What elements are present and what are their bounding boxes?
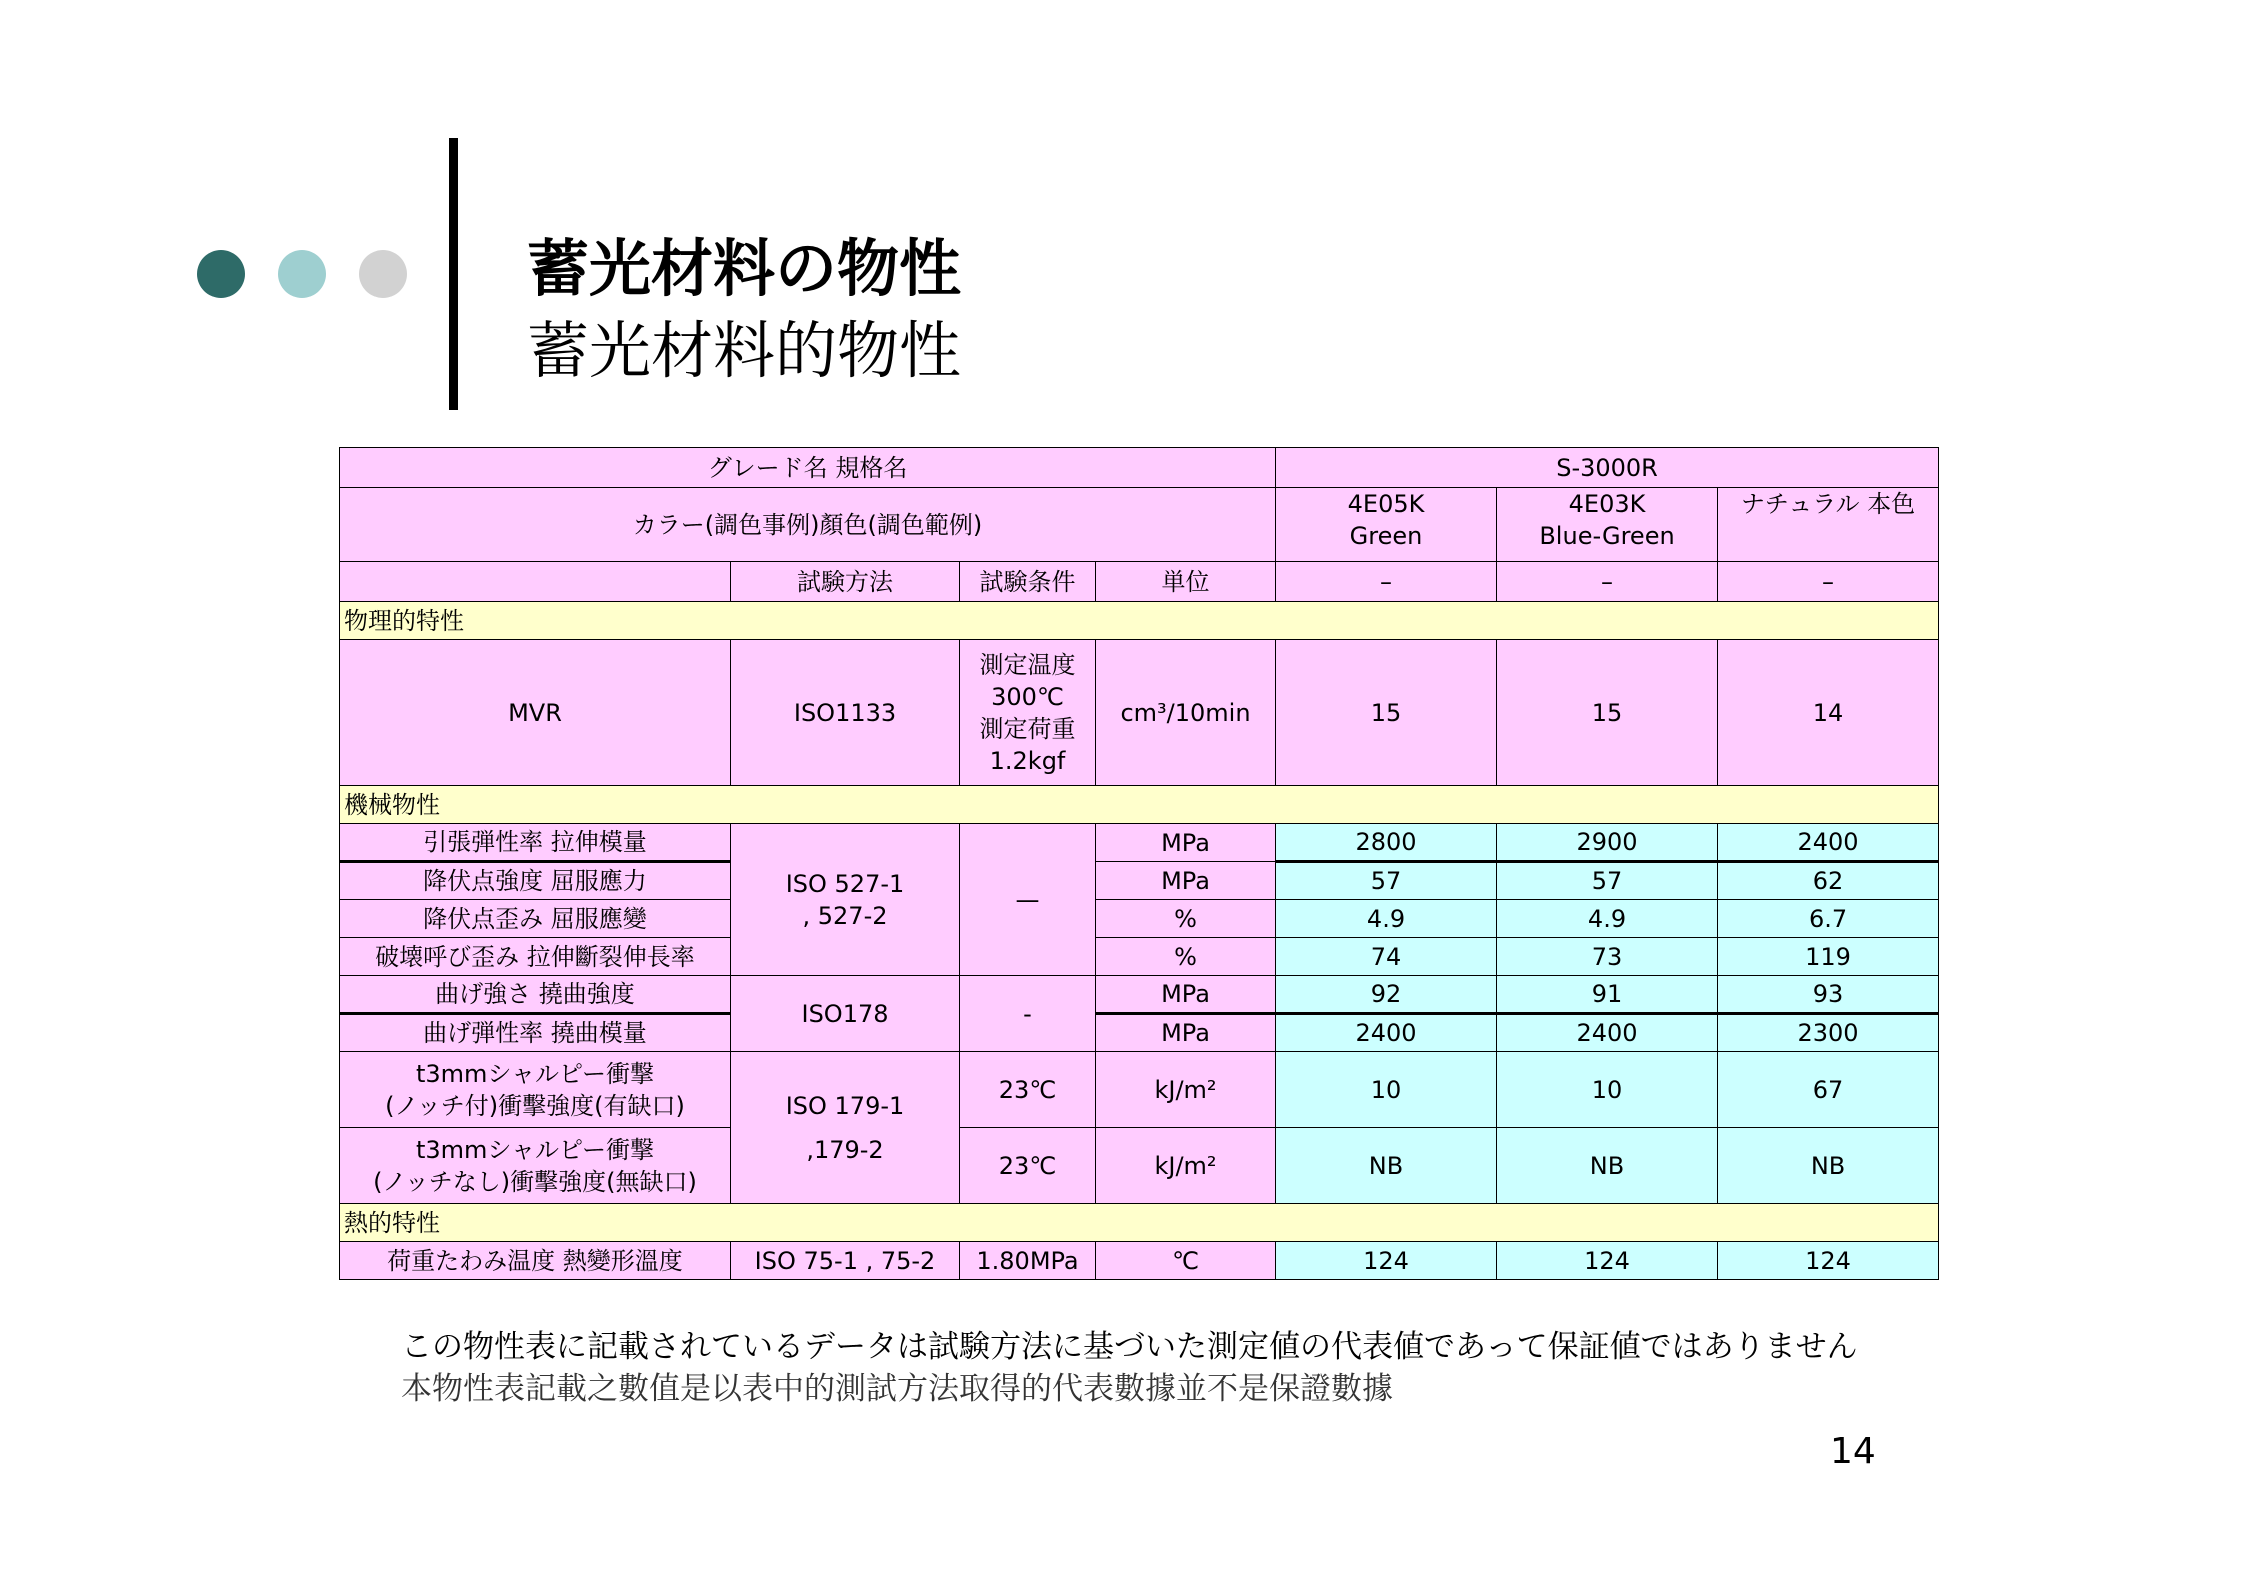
light-teal-dot-icon xyxy=(278,250,326,298)
table-row xyxy=(340,900,1939,938)
test-condition: 1.80MPa xyxy=(960,1242,1096,1280)
value: 2400 xyxy=(1497,1014,1718,1052)
table-row xyxy=(340,824,1939,862)
value: 4.9 xyxy=(1276,900,1497,938)
value: 2300 xyxy=(1718,1014,1939,1052)
page-number: 14 xyxy=(1830,1431,1876,1472)
property-name: t3mmシャルピー衝撃 (ノッチ付)衝擊強度(有缺口) xyxy=(340,1052,731,1128)
value: 15 xyxy=(1497,640,1718,786)
grade-value: S-3000R xyxy=(1276,448,1939,488)
property-name: 曲げ弾性率 撓曲模量 xyxy=(340,1014,731,1052)
color-cell xyxy=(1718,488,1939,562)
unit: ℃ xyxy=(1096,1242,1276,1280)
color-row xyxy=(340,488,1939,562)
color-cell xyxy=(1497,488,1718,562)
value: 92 xyxy=(1276,976,1497,1014)
grade-row xyxy=(340,448,1939,488)
test-method: ISO 75-1 , 75-2 xyxy=(731,1242,960,1280)
section-mechanical: 機械物性 xyxy=(340,786,1939,824)
color-cell xyxy=(1276,488,1497,562)
value: 6.7 xyxy=(1718,900,1939,938)
header-dash: – xyxy=(1497,562,1718,602)
value: 124 xyxy=(1718,1242,1939,1280)
table-row xyxy=(340,862,1939,900)
header-dash: – xyxy=(1276,562,1497,602)
value: 62 xyxy=(1718,862,1939,900)
table-row xyxy=(340,1128,1939,1204)
section-row xyxy=(340,1204,1939,1242)
test-method: ISO 527-1 , 527-2 xyxy=(731,824,960,976)
section-row xyxy=(340,786,1939,824)
test-condition: 23℃ xyxy=(960,1128,1096,1204)
unit: kJ/m² xyxy=(1096,1128,1276,1204)
unit: MPa xyxy=(1096,824,1276,862)
property-name: t3mmシャルピー衝撃 (ノッチなし)衝擊強度(無缺口) xyxy=(340,1128,731,1204)
value: 2900 xyxy=(1497,824,1718,862)
value: 73 xyxy=(1497,938,1718,976)
section-physical: 物理的特性 xyxy=(340,602,1939,640)
value: NB xyxy=(1718,1128,1939,1204)
unit: MPa xyxy=(1096,1014,1276,1052)
grade-label: グレード名 規格名 xyxy=(340,448,1276,488)
unit: % xyxy=(1096,938,1276,976)
gray-dot-icon xyxy=(359,250,407,298)
property-name: 降伏点歪み 屈服應變 xyxy=(340,900,731,938)
value: 119 xyxy=(1718,938,1939,976)
property-name: MVR xyxy=(340,640,731,786)
value: 10 xyxy=(1276,1052,1497,1128)
value: 2400 xyxy=(1718,824,1939,862)
color-code: 4E03K xyxy=(1568,490,1646,518)
test-method: ISO 179-1 ,179-2 xyxy=(731,1052,960,1204)
property-name: 曲げ強さ 撓曲強度 xyxy=(340,976,731,1014)
value: 15 xyxy=(1276,640,1497,786)
table-row xyxy=(340,640,1939,786)
value: NB xyxy=(1276,1128,1497,1204)
value: 74 xyxy=(1276,938,1497,976)
unit: cm³/10min xyxy=(1096,640,1276,786)
header-row xyxy=(340,562,1939,602)
test-condition: 測定温度 300℃ 測定荷重 1.2kgf xyxy=(960,640,1096,786)
value: 93 xyxy=(1718,976,1939,1014)
header-blank xyxy=(340,562,731,602)
section-row xyxy=(340,602,1939,640)
test-condition: - xyxy=(960,976,1096,1052)
table-row xyxy=(340,1014,1939,1052)
property-name: 引張弾性率 拉伸模量 xyxy=(340,824,731,862)
header-method: 試験方法 xyxy=(731,562,960,602)
header-unit: 単位 xyxy=(1096,562,1276,602)
unit: kJ/m² xyxy=(1096,1052,1276,1128)
color-label: カラー(調色事例)顏色(調色範例) xyxy=(340,488,1276,562)
unit: MPa xyxy=(1096,862,1276,900)
value: 67 xyxy=(1718,1052,1939,1128)
color-code: 4E05K xyxy=(1347,490,1425,518)
title-japanese: 蓄光材料の物性 xyxy=(527,232,962,305)
test-condition: 23℃ xyxy=(960,1052,1096,1128)
value: 57 xyxy=(1497,862,1718,900)
dark-teal-dot-icon xyxy=(197,250,245,298)
disclaimer-note xyxy=(401,1326,1858,1410)
value: 4.9 xyxy=(1497,900,1718,938)
value: 91 xyxy=(1497,976,1718,1014)
color-name: Green xyxy=(1349,522,1423,550)
disclaimer-chinese: 本物性表記載之數值是以表中的測試方法取得的代表數據並不是保證數據 xyxy=(401,1371,1393,1407)
table-row xyxy=(340,976,1939,1014)
test-method: ISO178 xyxy=(731,976,960,1052)
property-name: 降伏点強度 屈服應力 xyxy=(340,862,731,900)
test-condition: — xyxy=(960,824,1096,976)
color-name: Blue-Green xyxy=(1539,522,1675,550)
value: 14 xyxy=(1718,640,1939,786)
value: 124 xyxy=(1276,1242,1497,1280)
unit: % xyxy=(1096,900,1276,938)
value: 124 xyxy=(1497,1242,1718,1280)
table-row xyxy=(340,1052,1939,1128)
table-row xyxy=(340,1242,1939,1280)
title-chinese: 蓄光材料的物性 xyxy=(527,314,962,387)
value: 2800 xyxy=(1276,824,1497,862)
table-row xyxy=(340,938,1939,976)
header-condition: 試験条件 xyxy=(960,562,1096,602)
section-thermal: 熱的特性 xyxy=(340,1204,1939,1242)
value: 57 xyxy=(1276,862,1497,900)
header-dash: – xyxy=(1718,562,1939,602)
title-divider xyxy=(449,138,458,410)
unit: MPa xyxy=(1096,976,1276,1014)
property-name: 荷重たわみ温度 熱變形溫度 xyxy=(340,1242,731,1280)
value: NB xyxy=(1497,1128,1718,1204)
color-code: ナチュラル 本色 xyxy=(1740,490,1916,518)
test-method: ISO1133 xyxy=(731,640,960,786)
properties-table xyxy=(339,447,1939,1280)
property-name: 破壊呼び歪み 拉伸斷裂伸長率 xyxy=(340,938,731,976)
page-title xyxy=(527,228,961,392)
disclaimer-japanese: この物性表に記載されているデータは試験方法に基づいた測定値の代表値であって保証値ではありません xyxy=(401,1329,1858,1365)
value: 2400 xyxy=(1276,1014,1497,1052)
value: 10 xyxy=(1497,1052,1718,1128)
